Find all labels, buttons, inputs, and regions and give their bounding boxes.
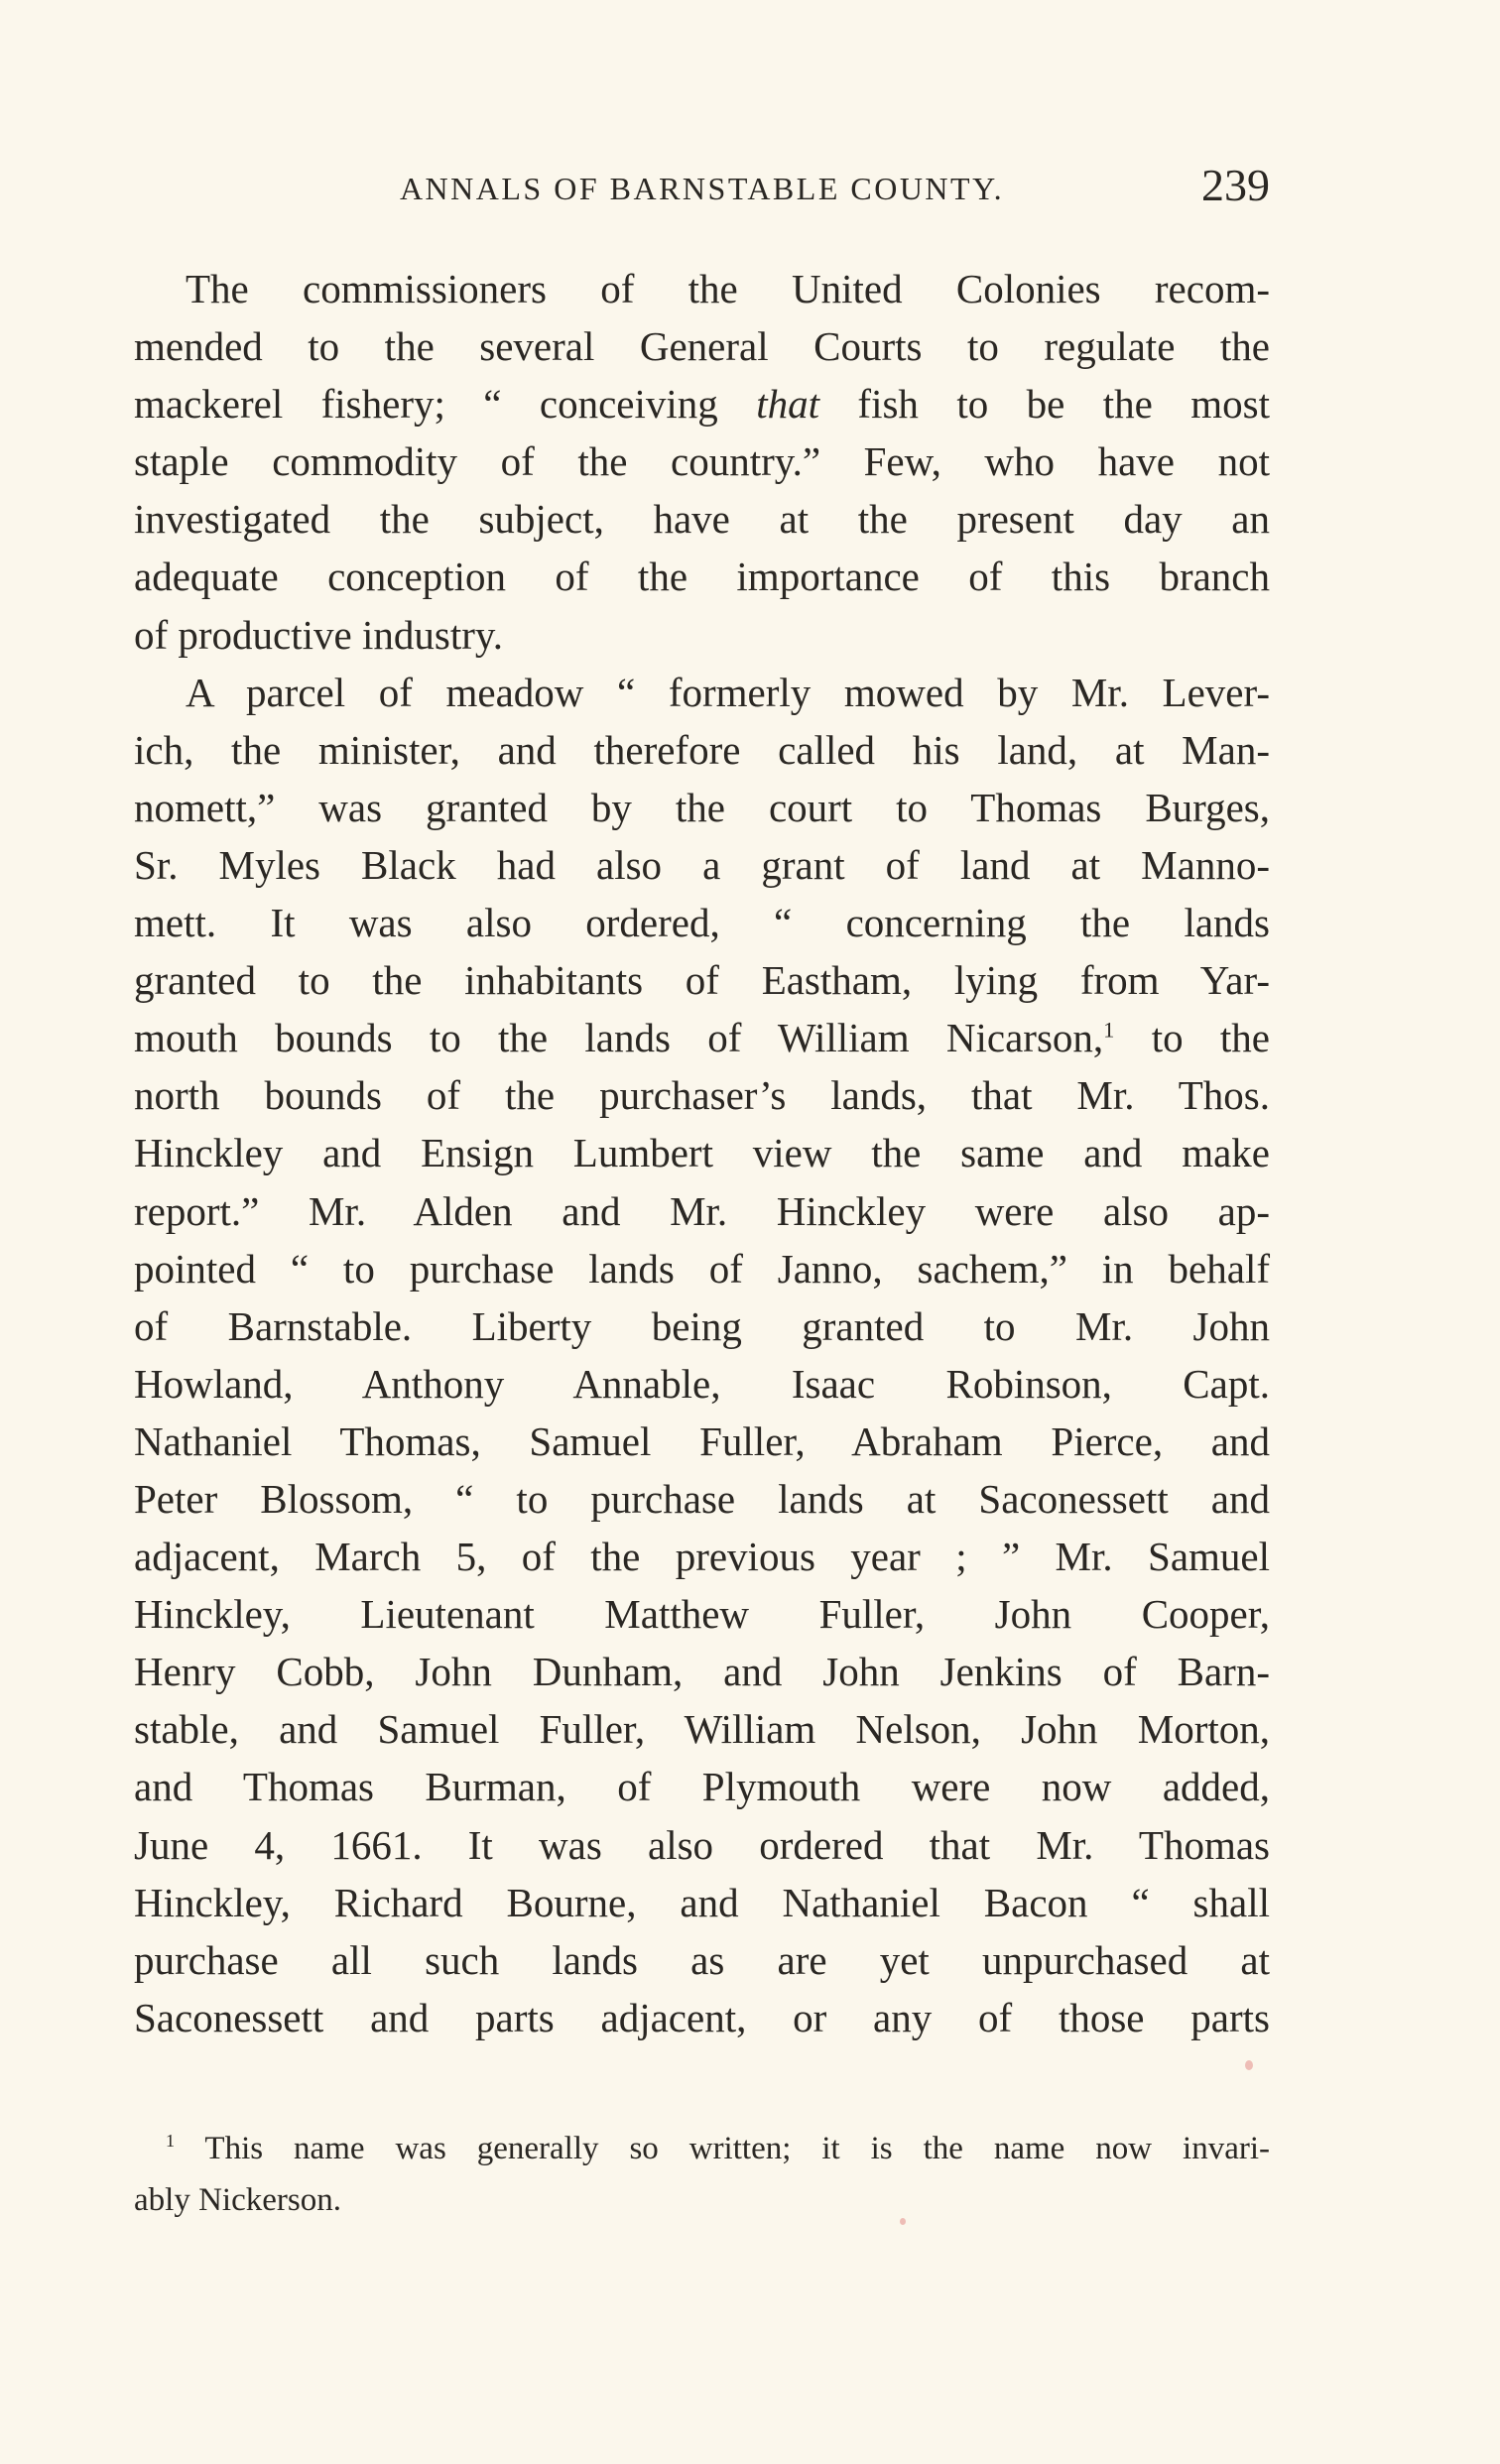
text-line: June 4, 1661. It was also ordered that Mr. Thomas	[134, 1821, 1270, 1868]
text-run: mackerel fishery; “ conceiving	[134, 381, 757, 428]
paragraph-meadow	[134, 664, 1270, 2046]
text-line: Hinckley, Lieutenant Matthew Fuller, John Cooper,	[134, 1591, 1270, 1638]
text-line: investigated the subject, have at the present day an	[134, 496, 1270, 543]
text-line: Hinckley and Ensign Lumbert view the same and make	[134, 1130, 1270, 1176]
footnote-marker: 1	[166, 2131, 176, 2151]
running-head	[134, 159, 1270, 218]
text-line: Hinckley, Richard Bourne, and Nathaniel Bacon “ shall	[134, 1879, 1270, 1925]
text-line: of productive industry.	[134, 611, 503, 658]
text-line: Howland, Anthony Annable, Isaac Robinson, Capt.	[134, 1360, 1270, 1407]
footnote-line: ably Nickerson.	[134, 2182, 341, 2218]
text-line: north bounds of the purchaser’s lands, that Mr. Thos.	[134, 1072, 1270, 1119]
text-run: This name was generally so written; it is the name now invari-	[175, 2131, 1270, 2166]
text-line: stable, and Samuel Fuller, William Nelson, John Morton,	[134, 1706, 1270, 1753]
text-line: report.” Mr. Alden and Mr. Hinckley were also ap-	[134, 1187, 1270, 1234]
italic-word: that	[756, 381, 819, 428]
text-run: fish to be the most	[819, 381, 1270, 428]
footnote-ref[interactable]: 1	[1103, 1017, 1115, 1043]
text-line: The commissioners of the United Colonies recom-	[186, 266, 1270, 311]
text-line: Nathaniel Thomas, Samuel Fuller, Abraham Pierce, and	[134, 1417, 1270, 1464]
text-run: mouth bounds to the lands of William Nicarson,	[134, 1015, 1104, 1061]
text-line	[134, 375, 1270, 432]
text-line	[134, 1009, 1270, 1066]
text-line: Sr. Myles Black had also a grant of land at Manno-	[134, 841, 1270, 888]
text-line: Henry Cobb, John Dunham, and John Jenkins of Barn-	[134, 1649, 1270, 1695]
text-line: and Thomas Burman, of Plymouth were now added,	[134, 1764, 1270, 1810]
running-head-title: ANNALS OF BARNSTABLE COUNTY.	[399, 171, 1005, 206]
footnote-line	[134, 2123, 1270, 2174]
text-line: purchase all such lands as are yet unpurchased at	[134, 1936, 1270, 1983]
text-line: mended to the several General Courts to regulate the	[134, 323, 1270, 370]
text-line: granted to the inhabitants of Eastham, lying from Yar-	[134, 957, 1270, 1004]
ink-speck	[1245, 2060, 1253, 2070]
text-line: adequate conception of the importance of this branch	[134, 554, 1270, 600]
text-line: mett. It was also ordered, “ concerning the lands	[134, 900, 1270, 946]
text-line: ich, the minister, and therefore called his land, at Man-	[134, 726, 1270, 773]
body-text	[134, 260, 1270, 2046]
ink-speck	[900, 2218, 906, 2225]
text-line: Peter Blossom, “ to purchase lands at Saconessett and	[134, 1475, 1270, 1522]
text-line: nomett,” was granted by the court to Thomas Burges,	[134, 784, 1270, 830]
paragraph-commissioners	[134, 260, 1270, 664]
footnote	[134, 2123, 1270, 2226]
text-run: to the	[1114, 1015, 1270, 1061]
text-line: of Barnstable. Liberty being granted to Mr. John	[134, 1302, 1270, 1349]
text-line: pointed “ to purchase lands of Janno, sachem,” in behalf	[134, 1245, 1270, 1292]
text-line: Saconessett and parts adjacent, or any of those parts	[134, 1994, 1270, 2040]
text-line: adjacent, March 5, of the previous year ; ” Mr. Samuel	[134, 1534, 1270, 1580]
page-number: 239	[1201, 160, 1270, 210]
text-line: staple commodity of the country.” Few, who have not	[134, 438, 1270, 485]
text-line: A parcel of meadow “ formerly mowed by Mr. Lever-	[186, 669, 1270, 715]
